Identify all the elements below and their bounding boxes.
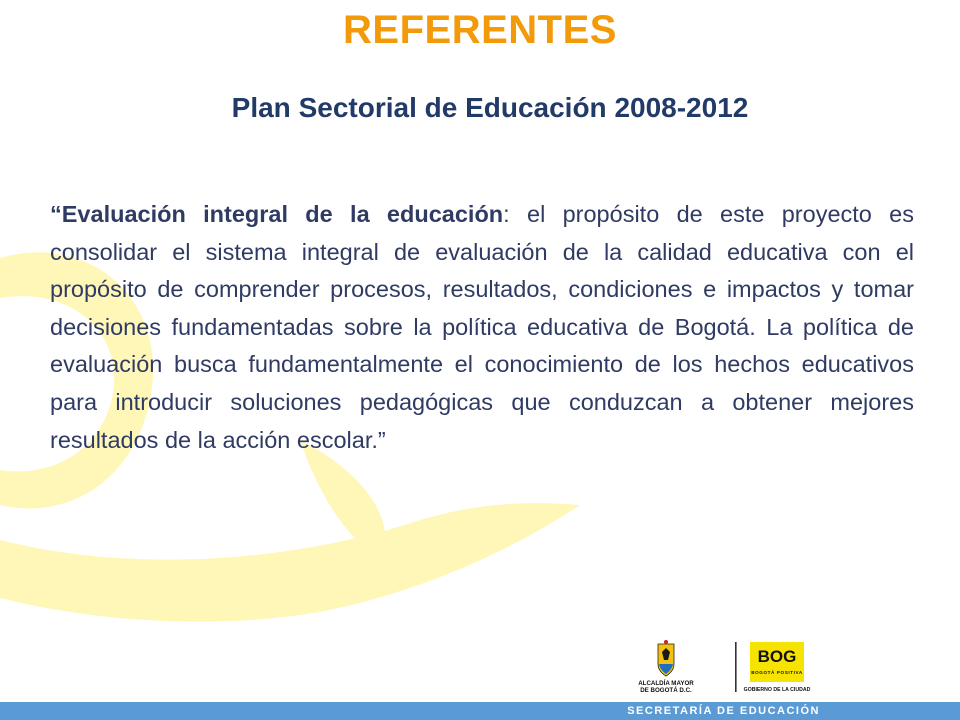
- bog-tagline: BOGOTÁ POSITIVA: [751, 670, 803, 675]
- footer-bar: [0, 702, 960, 720]
- quote-paragraph: [50, 196, 914, 459]
- footer-label: SECRETARÍA DE EDUCACIÓN: [627, 705, 820, 717]
- slide-title: REFERENTES: [343, 8, 617, 52]
- quote-body: : el propósito de este proyecto es consolidar el sistema integral de evaluación de la calidad educativa con el propósito de comprender procesos, resultados, condiciones e impactos y tomar decisiones fundamentadas sobre la política educativa de Bogotá. La política de evaluación busca fundamentalmente el conocimiento de los hechos educativos para introducir soluciones pedagógicas que conduzcan a obtener mejores resultados de la acción escolar.”: [50, 201, 914, 453]
- alcaldia-coat-of-arms-icon: [658, 640, 674, 676]
- logo-divider: [735, 642, 737, 692]
- footer-logos: [622, 638, 822, 698]
- gobierno-caption: GOBIERNO DE LA CIUDAD: [743, 687, 811, 693]
- alcaldia-line1: ALCALDÍA MAYOR: [638, 680, 694, 687]
- quote-lead: “Evaluación integral de la educación: [50, 201, 504, 227]
- bog-letters: BOG: [757, 647, 797, 666]
- alcaldia-line2: DE BOGOTÁ D.C.: [640, 687, 692, 694]
- slide-subtitle: Plan Sectorial de Educación 2008-2012: [231, 92, 749, 123]
